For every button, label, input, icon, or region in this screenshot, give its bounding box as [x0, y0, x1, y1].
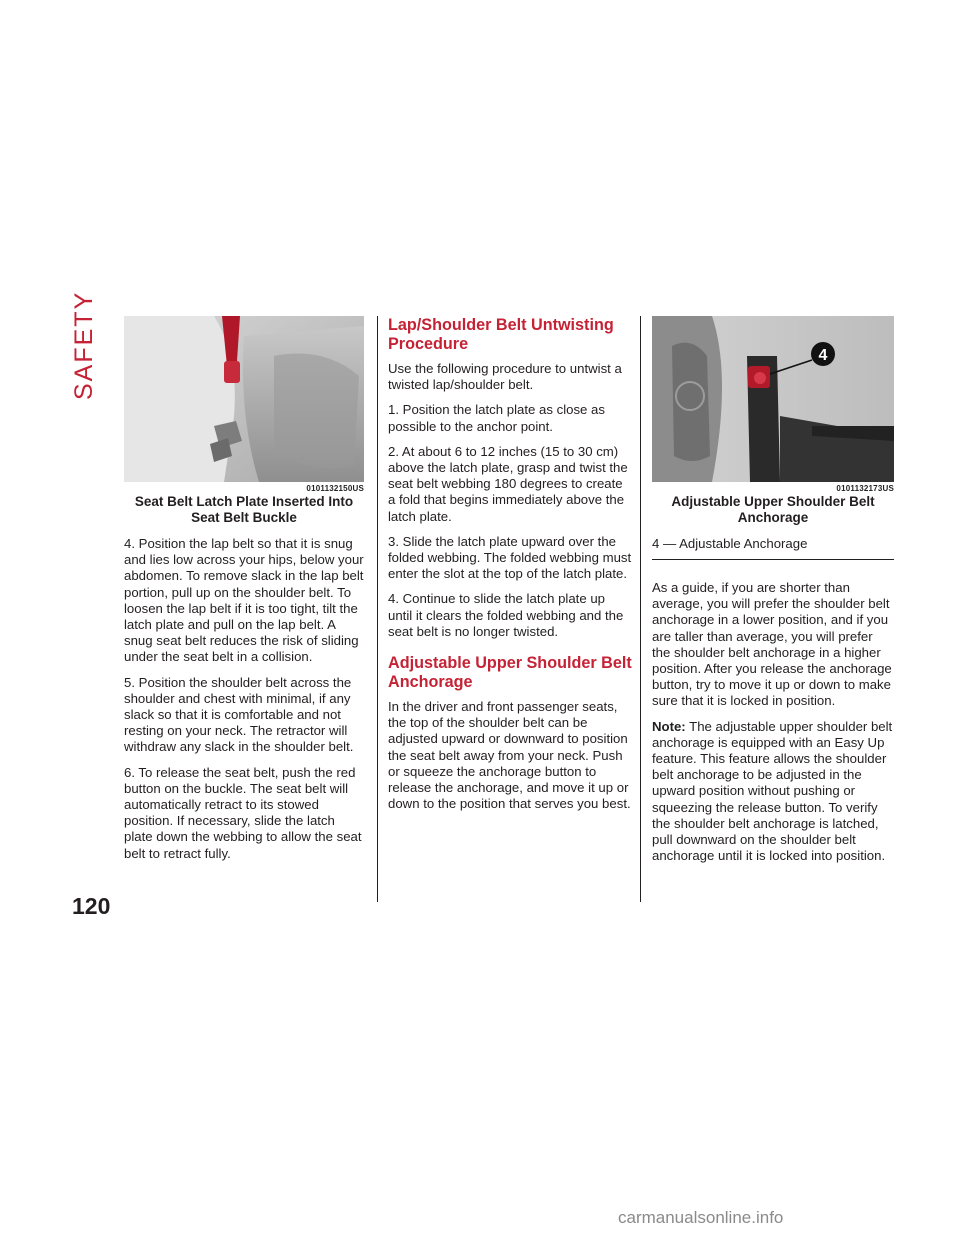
step-item: 2. At about 6 to 12 inches (15 to 30 cm) above the latch plate, grasp and twist the seat belt webbing 180 degrees to create a fold that begins immediately above the latch plate. — [388, 443, 628, 524]
paragraph: 6. To release the seat belt, push the red button on the buckle. The seat belt will automatically retract to its stowed position. If necessary, slide the latch plate down the webbing to allow the seat belt to retract fully. — [124, 764, 362, 861]
column-divider — [377, 316, 378, 902]
watermark: carmanualsonline.info — [618, 1208, 784, 1227]
seat-belt-buckle-photo — [124, 316, 364, 482]
section-heading: Lap/Shoulder Belt Untwisting Procedure — [388, 316, 614, 353]
figure-caption: Adjustable Upper Shoulder Belt Anchorage — [671, 494, 875, 525]
paragraph: Use the following procedure to untwist a twisted lap/shoulder belt. — [388, 361, 622, 393]
paragraph: 4. Position the lap belt so that it is snug and lies low across your hips, below your abdomen. To remove slack in the lap belt portion, pull up on the shoulder belt. To loosen the lap belt if it is too tight, tilt the latch plate and pull on the lap belt. A snug seat belt reduces the risk of sliding under the seat belt in a collision. — [124, 536, 364, 665]
section-label-text: SAFETY — [70, 290, 98, 400]
section-side-label — [68, 290, 98, 406]
paragraph: In the driver and front passenger seats, the top of the shoulder belt can be adjusted upward or downward to position the seat belt away from your neck. Push or squeeze the anchorage button to release the anchorage, and move it up or down to the position that serves you best. — [388, 699, 631, 812]
photo-code: 0101132173US — [836, 484, 894, 493]
step-item: 1. Position the latch plate as close as possible to the anchor point. — [388, 402, 605, 434]
note-label: Note: — [652, 718, 686, 734]
step-item: 4. Continue to slide the latch plate up until it clears the folded webbing and the seat belt is no longer twisted. — [388, 591, 624, 639]
paragraph: As a guide, if you are shorter than average, you will prefer the shoulder belt anchorage in a lower position, and if you are taller than average, you will prefer the shoulder belt anchorage in a higher position. After you release the anchorage button, try to move it up or down to make sure that it is locked in position. — [652, 580, 892, 709]
shoulder-belt-anchorage-photo — [652, 316, 894, 482]
column-divider — [640, 316, 641, 902]
figure-legend: 4 — Adjustable Anchorage — [652, 536, 894, 560]
note-paragraph — [652, 719, 894, 865]
photo-code: 0101132150US — [306, 484, 364, 493]
note-text: The adjustable upper shoulder belt anchorage is equipped with an Easy Up feature. This feature allows the shoulder belt anchorage to be adjusted in the upward position without pushing or squeezing the release button. To verify the shoulder belt anchorage is latched, pull downward on the shoulder belt anchorage until it is locked into position. — [652, 718, 893, 864]
callout-4-icon: 4 — [818, 347, 828, 364]
column-right — [652, 316, 894, 873]
paragraph: 5. Position the shoulder belt across the shoulder and chest with minimal, if any slack so that it is comfortable and not resting on your neck. The retractor will withdraw any slack in the shoulder belt. — [124, 674, 354, 755]
step-item: 3. Slide the latch plate upward over the folded webbing. The folded webbing must enter the slot at the top of the latch plate. — [388, 533, 632, 582]
page-number: 120 — [72, 893, 111, 919]
column-middle — [388, 316, 632, 821]
column-left — [124, 316, 364, 871]
figure-caption: Seat Belt Latch Plate Inserted Into Seat Belt Buckle — [134, 494, 354, 525]
section-heading: Adjustable Upper Shoulder Belt Anchorage — [388, 654, 632, 692]
